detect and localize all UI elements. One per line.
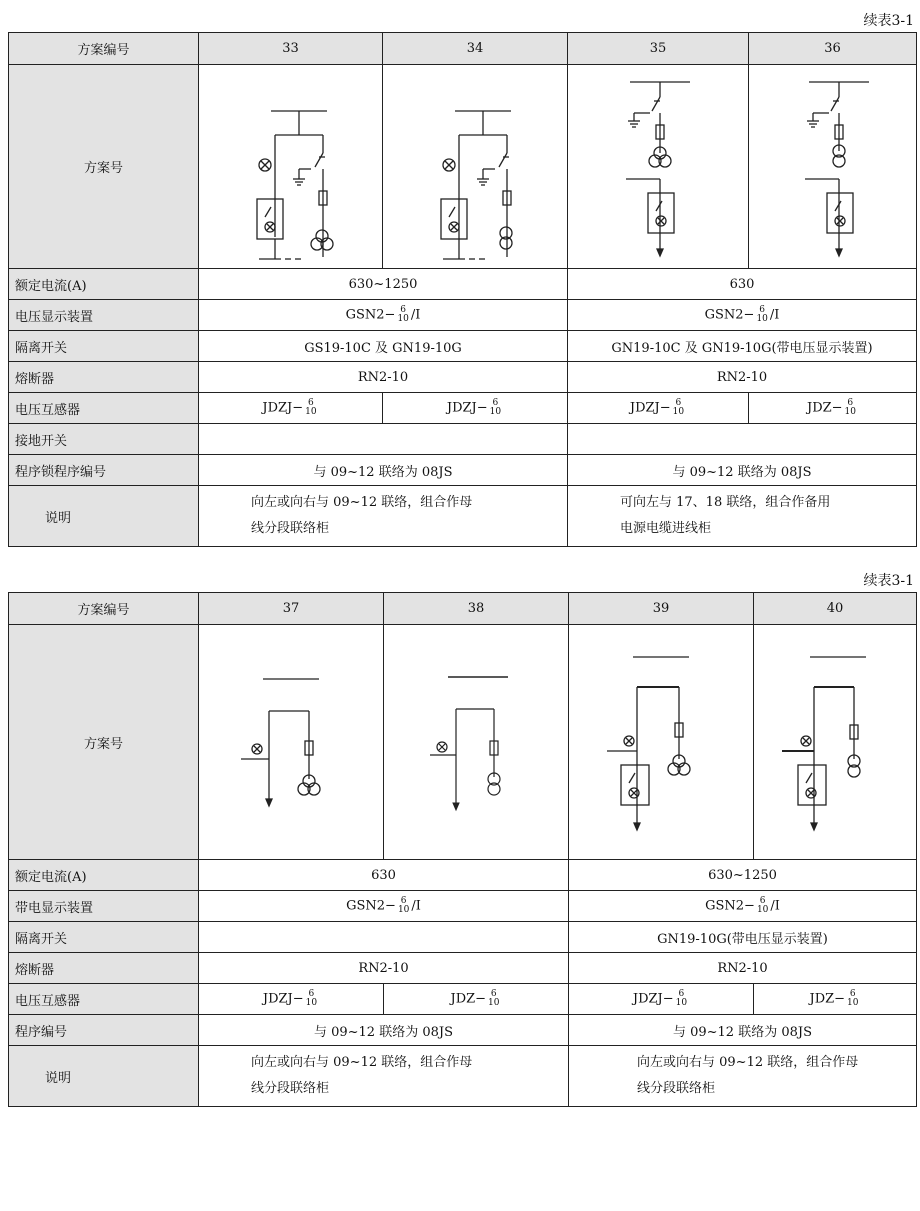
wiring-diagram-37 bbox=[201, 627, 381, 857]
vt-33-num: 6 bbox=[308, 398, 314, 408]
row-voltage-transformer-2 bbox=[9, 984, 917, 1015]
diagram-37 bbox=[199, 625, 384, 860]
vt-38-den: 10 bbox=[488, 998, 500, 1008]
continued-label-2: 续表3-1 bbox=[863, 573, 914, 589]
row-interlock bbox=[9, 455, 917, 486]
notes2-right-line2: 线分段联络柜 bbox=[637, 1081, 716, 1096]
vt-40-prefix: JDZ− bbox=[809, 991, 846, 1007]
vt-37-fraction bbox=[306, 990, 317, 1008]
header-row-2 bbox=[9, 593, 917, 625]
label-interlock-2: 程序编号 bbox=[9, 1015, 199, 1046]
vt-38-prefix: JDZ− bbox=[450, 991, 487, 1007]
vt-35-num: 6 bbox=[675, 398, 682, 408]
vd-left-fraction bbox=[397, 306, 408, 324]
row-rated-current bbox=[9, 269, 917, 300]
label-voltage-display: 电压显示装置 bbox=[9, 300, 199, 331]
label-fuse: 熔断器 bbox=[9, 362, 199, 393]
label-voltage-display-2: 带电显示装置 bbox=[9, 891, 199, 922]
scheme-no-38: 38 bbox=[384, 593, 569, 625]
label-notes: 说明 bbox=[9, 486, 199, 547]
label-interlock: 程序锁程序编号 bbox=[9, 455, 199, 486]
diagram-39 bbox=[569, 625, 754, 860]
label-isolating-switch-2: 隔离开关 bbox=[9, 922, 199, 953]
vt-34-prefix: JDZJ− bbox=[446, 400, 488, 416]
vt-39-prefix: JDZJ− bbox=[632, 991, 674, 1007]
row-notes-2 bbox=[9, 1046, 917, 1107]
vt-38-num: 6 bbox=[490, 989, 497, 999]
vd2-right-fraction bbox=[757, 897, 768, 915]
wiring-diagram-35 bbox=[568, 67, 748, 267]
isolating-switch-right-2: GN19-10G(带电压显示装置) bbox=[569, 922, 917, 953]
earthing-switch-left bbox=[199, 424, 568, 455]
label-rated-current-2: 额定电流(A) bbox=[9, 860, 199, 891]
isolating-switch-right: GN19-10C 及 GN19-10G(带电压显示装置) bbox=[568, 331, 917, 362]
scheme-no-36: 36 bbox=[749, 33, 917, 65]
scheme-no-40: 40 bbox=[754, 593, 917, 625]
vt-37 bbox=[199, 984, 384, 1015]
rated-current-right: 630 bbox=[568, 269, 917, 300]
scheme-no-37: 37 bbox=[199, 593, 384, 625]
scheme-table-1 bbox=[8, 32, 917, 547]
rated-current-left-2: 630 bbox=[199, 860, 569, 891]
vd2-left-fraction bbox=[398, 897, 409, 915]
wiring-diagram-40 bbox=[754, 627, 917, 857]
row-interlock-2 bbox=[9, 1015, 917, 1046]
scheme-no-33: 33 bbox=[199, 33, 383, 65]
vd-right-fraction bbox=[756, 306, 767, 324]
vt-37-num: 6 bbox=[308, 989, 315, 999]
continued-label-1: 续表3-1 bbox=[863, 13, 914, 29]
interlock-right: 与 09~12 联络为 08JS bbox=[568, 455, 917, 486]
row-isolating-switch bbox=[9, 331, 917, 362]
vd-left-num: 6 bbox=[400, 305, 407, 315]
vt-39 bbox=[569, 984, 754, 1015]
diagram-33 bbox=[199, 65, 383, 269]
diagram-40 bbox=[754, 625, 917, 860]
interlock-left-2: 与 09~12 联络为 08JS bbox=[199, 1015, 569, 1046]
vt-40 bbox=[754, 984, 917, 1015]
fuse-left: RN2-10 bbox=[199, 362, 568, 393]
row-fuse-2 bbox=[9, 953, 917, 984]
label-fuse-2: 熔断器 bbox=[9, 953, 199, 984]
vt-36-fraction bbox=[845, 399, 856, 417]
notes2-left-line1: 向左或向右与 09~12 联络，组合作母 bbox=[251, 1055, 473, 1070]
row-earthing-switch bbox=[9, 424, 917, 455]
vd2-right-den: 10 bbox=[756, 905, 769, 915]
isolating-switch-left: GS19-10C 及 GN19-10G bbox=[199, 331, 568, 362]
row-voltage-display bbox=[9, 300, 917, 331]
row-voltage-display-2 bbox=[9, 891, 917, 922]
vt-36-prefix: JDZ− bbox=[806, 400, 843, 416]
vt-34-num: 6 bbox=[492, 398, 499, 408]
vt-34-fraction bbox=[490, 399, 501, 417]
vd2-left-num: 6 bbox=[400, 896, 407, 906]
row-rated-current-2 bbox=[9, 860, 917, 891]
vt-34-den: 10 bbox=[489, 407, 502, 417]
diagram-row bbox=[9, 65, 917, 269]
vd-right-suffix: /Ⅰ bbox=[769, 307, 780, 323]
scheme-no-34: 34 bbox=[383, 33, 568, 65]
diagram-row-2 bbox=[9, 625, 917, 860]
vt-35 bbox=[568, 393, 749, 424]
label-rated-current: 额定电流(A) bbox=[9, 269, 199, 300]
fuse-left-2: RN2-10 bbox=[199, 953, 569, 984]
notes-right bbox=[568, 486, 917, 547]
wiring-diagram-38 bbox=[386, 627, 566, 857]
diagram-38 bbox=[384, 625, 569, 860]
isolating-switch-left-2 bbox=[199, 922, 569, 953]
label-voltage-transformer-2: 电压互感器 bbox=[9, 984, 199, 1015]
header-label-2: 方案编号 bbox=[9, 593, 199, 625]
scheme-table-2 bbox=[8, 592, 917, 1107]
voltage-display-left bbox=[199, 300, 568, 331]
vt-40-den: 10 bbox=[847, 998, 859, 1008]
notes-left-2 bbox=[199, 1046, 569, 1107]
scheme-no-39: 39 bbox=[569, 593, 754, 625]
label-notes-2: 说明 bbox=[9, 1046, 199, 1107]
diagram-label: 方案号 bbox=[9, 65, 199, 269]
vt-33 bbox=[199, 393, 383, 424]
notes-left bbox=[199, 486, 568, 547]
vt-35-fraction bbox=[673, 399, 684, 417]
row-fuse bbox=[9, 362, 917, 393]
diagram-label-2: 方案号 bbox=[9, 625, 199, 860]
interlock-right-2: 与 09~12 联络为 08JS bbox=[569, 1015, 917, 1046]
earthing-switch-right bbox=[568, 424, 917, 455]
header-label: 方案编号 bbox=[9, 33, 199, 65]
label-earthing-switch: 接地开关 bbox=[9, 424, 199, 455]
vd2-left-den: 10 bbox=[397, 905, 410, 915]
rated-current-left: 630~1250 bbox=[199, 269, 568, 300]
vt-39-num: 6 bbox=[678, 989, 685, 999]
voltage-display-right bbox=[568, 300, 917, 331]
vt-36 bbox=[749, 393, 917, 424]
vt-40-num: 6 bbox=[849, 989, 856, 999]
row-voltage-transformer bbox=[9, 393, 917, 424]
vd-right-prefix: GSN2− bbox=[704, 307, 755, 323]
wiring-diagram-39 bbox=[571, 627, 751, 857]
interlock-left: 与 09~12 联络为 08JS bbox=[199, 455, 568, 486]
vt-33-prefix: JDZJ− bbox=[262, 400, 304, 416]
vd-left-prefix: GSN2− bbox=[345, 307, 396, 323]
vt-39-den: 10 bbox=[675, 998, 688, 1008]
diagram-34 bbox=[383, 65, 568, 269]
notes2-left-line2: 线分段联络柜 bbox=[251, 1081, 330, 1096]
row-isolating-switch-2 bbox=[9, 922, 917, 953]
vd2-right-num: 6 bbox=[759, 896, 766, 906]
fuse-right-2: RN2-10 bbox=[569, 953, 917, 984]
voltage-display-right-2 bbox=[569, 891, 917, 922]
rated-current-right-2: 630~1250 bbox=[569, 860, 917, 891]
vd2-left-prefix: GSN2− bbox=[346, 898, 396, 914]
label-isolating-switch: 隔离开关 bbox=[9, 331, 199, 362]
notes-left-line2: 线分段联络柜 bbox=[251, 521, 330, 536]
vt-36-num: 6 bbox=[847, 398, 854, 408]
notes2-right-line1: 向左或向右与 09~12 联络，组合作母 bbox=[637, 1055, 859, 1070]
diagram-35 bbox=[568, 65, 749, 269]
wiring-diagram-36 bbox=[749, 67, 919, 267]
vt-37-prefix: JDZJ− bbox=[262, 991, 304, 1007]
vt-37-den: 10 bbox=[305, 998, 318, 1008]
vd2-right-suffix: /Ⅰ bbox=[770, 898, 780, 914]
label-voltage-transformer: 电压互感器 bbox=[9, 393, 199, 424]
diagram-36 bbox=[749, 65, 917, 269]
vd2-right-prefix: GSN2− bbox=[705, 898, 755, 914]
vt-38-fraction bbox=[488, 990, 499, 1008]
header-row bbox=[9, 33, 917, 65]
notes-right-2 bbox=[569, 1046, 917, 1107]
notes-left-line1: 向左或向右与 09~12 联络，组合作母 bbox=[251, 495, 473, 510]
vt-34 bbox=[383, 393, 568, 424]
vt-39-fraction bbox=[676, 990, 687, 1008]
vt-33-den: 10 bbox=[305, 407, 317, 417]
vd-left-den: 10 bbox=[397, 314, 409, 324]
vd2-left-suffix: /Ⅰ bbox=[411, 898, 421, 914]
vt-36-den: 10 bbox=[844, 407, 856, 417]
vt-33-fraction bbox=[305, 399, 316, 417]
wiring-diagram-33 bbox=[201, 67, 381, 267]
wiring-diagram-34 bbox=[385, 67, 565, 267]
vt-35-prefix: JDZJ− bbox=[629, 400, 671, 416]
vt-40-fraction bbox=[847, 990, 858, 1008]
row-notes bbox=[9, 486, 917, 547]
fuse-right: RN2-10 bbox=[568, 362, 917, 393]
notes-right-line2: 电源电缆进线柜 bbox=[620, 521, 712, 536]
notes-right-line1: 可向左与 17、18 联络，组合作备用 bbox=[620, 495, 831, 510]
vt-38 bbox=[384, 984, 569, 1015]
vd-right-num: 6 bbox=[759, 305, 766, 315]
scheme-no-35: 35 bbox=[568, 33, 749, 65]
vd-right-den: 10 bbox=[756, 314, 768, 324]
voltage-display-left-2 bbox=[199, 891, 569, 922]
vt-35-den: 10 bbox=[672, 407, 685, 417]
vd-left-suffix: /Ⅰ bbox=[410, 307, 421, 323]
